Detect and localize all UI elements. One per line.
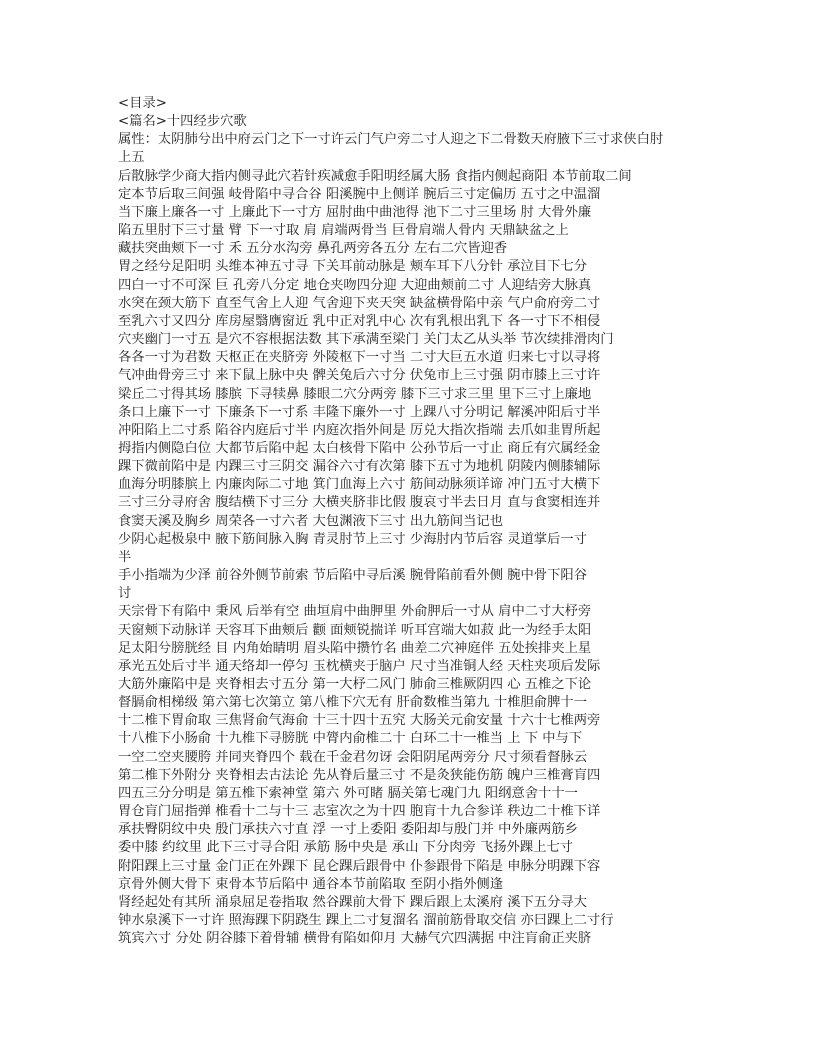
text-line: 手小指端为少泽 前谷外侧节前索 节后陷中寻后溪 腕骨陷前看外侧 腕中骨下阳谷 bbox=[118, 568, 587, 584]
text-line: 属性：太阴肺兮出中府云门之下一寸许云门气户旁二寸人迎之下二骨数天府腋下三寸求侠白肘 bbox=[118, 132, 664, 148]
text-line: 胃仓肓门屈指弹 椎看十二与十三 志室次之为十四 胞肓十九合参详 秩边二十椎下详 bbox=[118, 804, 601, 820]
text-line: 第二椎下外附分 夹脊相去古法论 先从脊后量三寸 不是灸狭能伤筋 魄户三椎膏肓四 bbox=[118, 767, 601, 783]
toc-heading: <目录> bbox=[118, 96, 167, 111]
text-line: 后散脉学少商大指内侧寻此穴若针疾减愈手阳明经属大肠 食指内侧起商阳 本节前取二间 bbox=[118, 168, 632, 184]
document-body bbox=[118, 95, 718, 948]
text-line: 大筋外廉陷中是 夹脊相去寸五分 第一大杼二风门 肺俞三椎厥阴四 心 五椎之下论 bbox=[118, 677, 592, 692]
text-line: 梁丘二寸得其场 膝膑 下寻犊鼻 膝眼二穴分两旁 膝下三寸求三里 里下三寸上廉地 bbox=[118, 386, 592, 402]
text-line: 委中膝 约纹里 此下三寸寻合阳 承筋 肠中央是 承山 下分肉旁 飞扬外踝上七寸 bbox=[118, 840, 574, 856]
text-line: 条口上廉下一寸 下廉条下一寸系 丰隆下廉外一寸 上踝八寸分明记 解溪冲阳后寸半 bbox=[118, 404, 601, 420]
text-line: 附阳踝上三寸量 金门正在外踝下 昆仑踝后跟骨中 仆参跟骨下陷是 申脉分明踝下容 bbox=[118, 858, 601, 874]
text-line: 食窦天溪及胸乡 周荣各一寸六者 大包渊液下三寸 出九筋间当记也 bbox=[118, 513, 503, 529]
text-line: 四五三分分明是 第五椎下索神堂 第六 外可睹 膈关第七魂门九 阳纲意舍十十一 bbox=[118, 785, 578, 801]
text-line: 京骨外侧大骨下 束骨本节后陷中 通谷本节前陷取 至阴小指外侧逢 bbox=[118, 876, 503, 892]
text-line: 天宗骨下有陷中 秉风 后举有空 曲垣肩中曲胛里 外俞胛后一寸从 肩中二寸大杼旁 bbox=[118, 604, 592, 620]
text-line: 陷五里肘下三寸量 臂 下一寸取 肩 肩端两骨当 巨骨肩端人骨内 天鼎缺盆之上 bbox=[118, 223, 569, 239]
text-line: 肾经起处有其所 涌泉屈足卷指取 然谷踝前大骨下 踝后跟上太溪府 溪下五分寻大 bbox=[118, 894, 587, 910]
text-line: 半 bbox=[118, 549, 132, 565]
text-line: 血海分明膝膑上 内廉肉际二寸地 箕门血海上六寸 筋间动脉须详谛 冲门五寸大横下 bbox=[118, 477, 601, 493]
text-line: 踝下微前陷中是 内踝三寸三阴交 漏谷六寸有次第 膝下五寸为地机 阴陵内侧膝辅际 bbox=[118, 459, 601, 475]
text-line: 冲阳陷上二寸系 陷谷内庭后寸半 内庭次指外间是 厉兑大指次指端 去爪如韭胃所起 bbox=[118, 422, 601, 438]
text-line: 钟水泉溪下一寸许 照海踝下阴跷生 踝上二寸复溜名 溜前筋骨取交信 亦曰踝上二寸行 bbox=[118, 913, 614, 929]
text-line: 三寸三分寻府舍 腹结横下寸三分 大横夹脐非比假 腹哀寸半去日月 直与食窦相连并 bbox=[118, 495, 601, 511]
text-line: 足太阳兮膀胱经 目 内角始睛明 眉头陷中攒竹名 曲差二穴神庭伴 五处挨排夹上星 bbox=[118, 640, 592, 656]
text-line: 少阴心起极泉中 腋下筋间脉入胸 青灵肘节上三寸 少海肘内节后容 灵道掌后一寸 bbox=[118, 531, 587, 547]
text-line: 至乳六寸又四分 库房屋翳膺窗近 乳中正对乳中心 次有乳根出乳下 各一寸下不相侵 bbox=[118, 313, 601, 329]
text-line: 十八椎下小肠俞 十九椎下寻膀胱 中膂内俞椎二十 白环二十一椎当 上 下 中与下 bbox=[118, 731, 583, 747]
text-line: 承扶臀阴纹中央 殷门承扶六寸直 浮 一寸上委阳 委阳却与殷门并 中外廉两筋乡 bbox=[118, 822, 578, 838]
chapter-title: <篇名>十四经步穴歌 bbox=[118, 114, 247, 130]
text-line: 督膈俞相梯级 第六第七次第立 第八椎下穴无有 肝俞数椎当第九 十椎胆俞脾十一 bbox=[118, 695, 587, 711]
text-line: 水突在颈大筋下 直至气舍上人迎 气舍迎下夹天突 缺盆横骨陷中亲 气户俞府旁二寸 bbox=[118, 295, 601, 311]
text-line: 胃之经兮足阳明 头维本神五寸寻 下关耳前动脉是 颊车耳下八分针 承泣目下七分 bbox=[118, 259, 587, 275]
text-line: 穴夹幽门一寸五 是穴不容根据法数 其下承满至梁门 关门太乙从头举 节次续排滑肉门 bbox=[118, 332, 614, 348]
text-line: 一空二空夹腰胯 并同夹脊四个 载在千金君勿讶 会阳阴尾两旁分 尺寸须看督脉云 bbox=[118, 749, 587, 765]
text-line: 十二椎下胃俞取 三焦肾俞气海俞 十三十四十五究 大肠关元俞安量 十六十七椎两旁 bbox=[118, 713, 601, 729]
text-line: 藏扶突曲颊下一寸 禾 五分水沟旁 鼻孔两旁各五分 左右二穴皆迎香 bbox=[118, 241, 508, 257]
text-line: 定本节后取三间强 岐骨陷中寻合谷 阳溪腕中上侧详 腕后三寸定偏历 五寸之中温溜 bbox=[118, 186, 601, 202]
text-line: 筑宾六寸 分处 阴谷膝下着骨辅 横骨有陷如仰月 大赫气穴四满据 中注肓俞正夹脐 bbox=[118, 931, 592, 947]
text-line: 四白一寸不可深 巨 孔旁八分定 地仓夹吻四分迎 大迎曲颊前二寸 人迎结旁大脉真 bbox=[118, 277, 592, 293]
text-line: 当下廉上廉各一寸 上廉此下一寸方 屈肘曲中曲池得 池下二寸三里场 肘 大骨外廉 bbox=[118, 204, 592, 220]
text-line: 各各一寸为君数 天枢正在夹脐旁 外陵枢下一寸当 二寸大巨五水道 归来七寸以寻将 bbox=[118, 350, 601, 366]
text-line: 天窗颊下动脉详 天容耳下曲颊后 颧 面颊锐揣详 听耳宫端大如菽 此一为经手太阳 bbox=[118, 622, 592, 638]
text-line: 拇指内侧隐白位 大都节后陷中起 太白核骨下陷中 公孙节后一寸止 商丘有穴属经金 bbox=[118, 440, 601, 456]
text-line: 讨 bbox=[118, 586, 132, 602]
text-line: 气冲曲骨旁三寸 来下鼠上脉中央 髀关兔后六寸分 伏兔市上三寸强 阴市膝上三寸许 bbox=[118, 368, 601, 384]
text-line: 承光五处后寸半 通天络却一停匀 玉枕横夹于脑户 尺寸当准铜人经 天柱夹项后发际 bbox=[118, 658, 601, 674]
text-line: 上五 bbox=[118, 150, 145, 166]
